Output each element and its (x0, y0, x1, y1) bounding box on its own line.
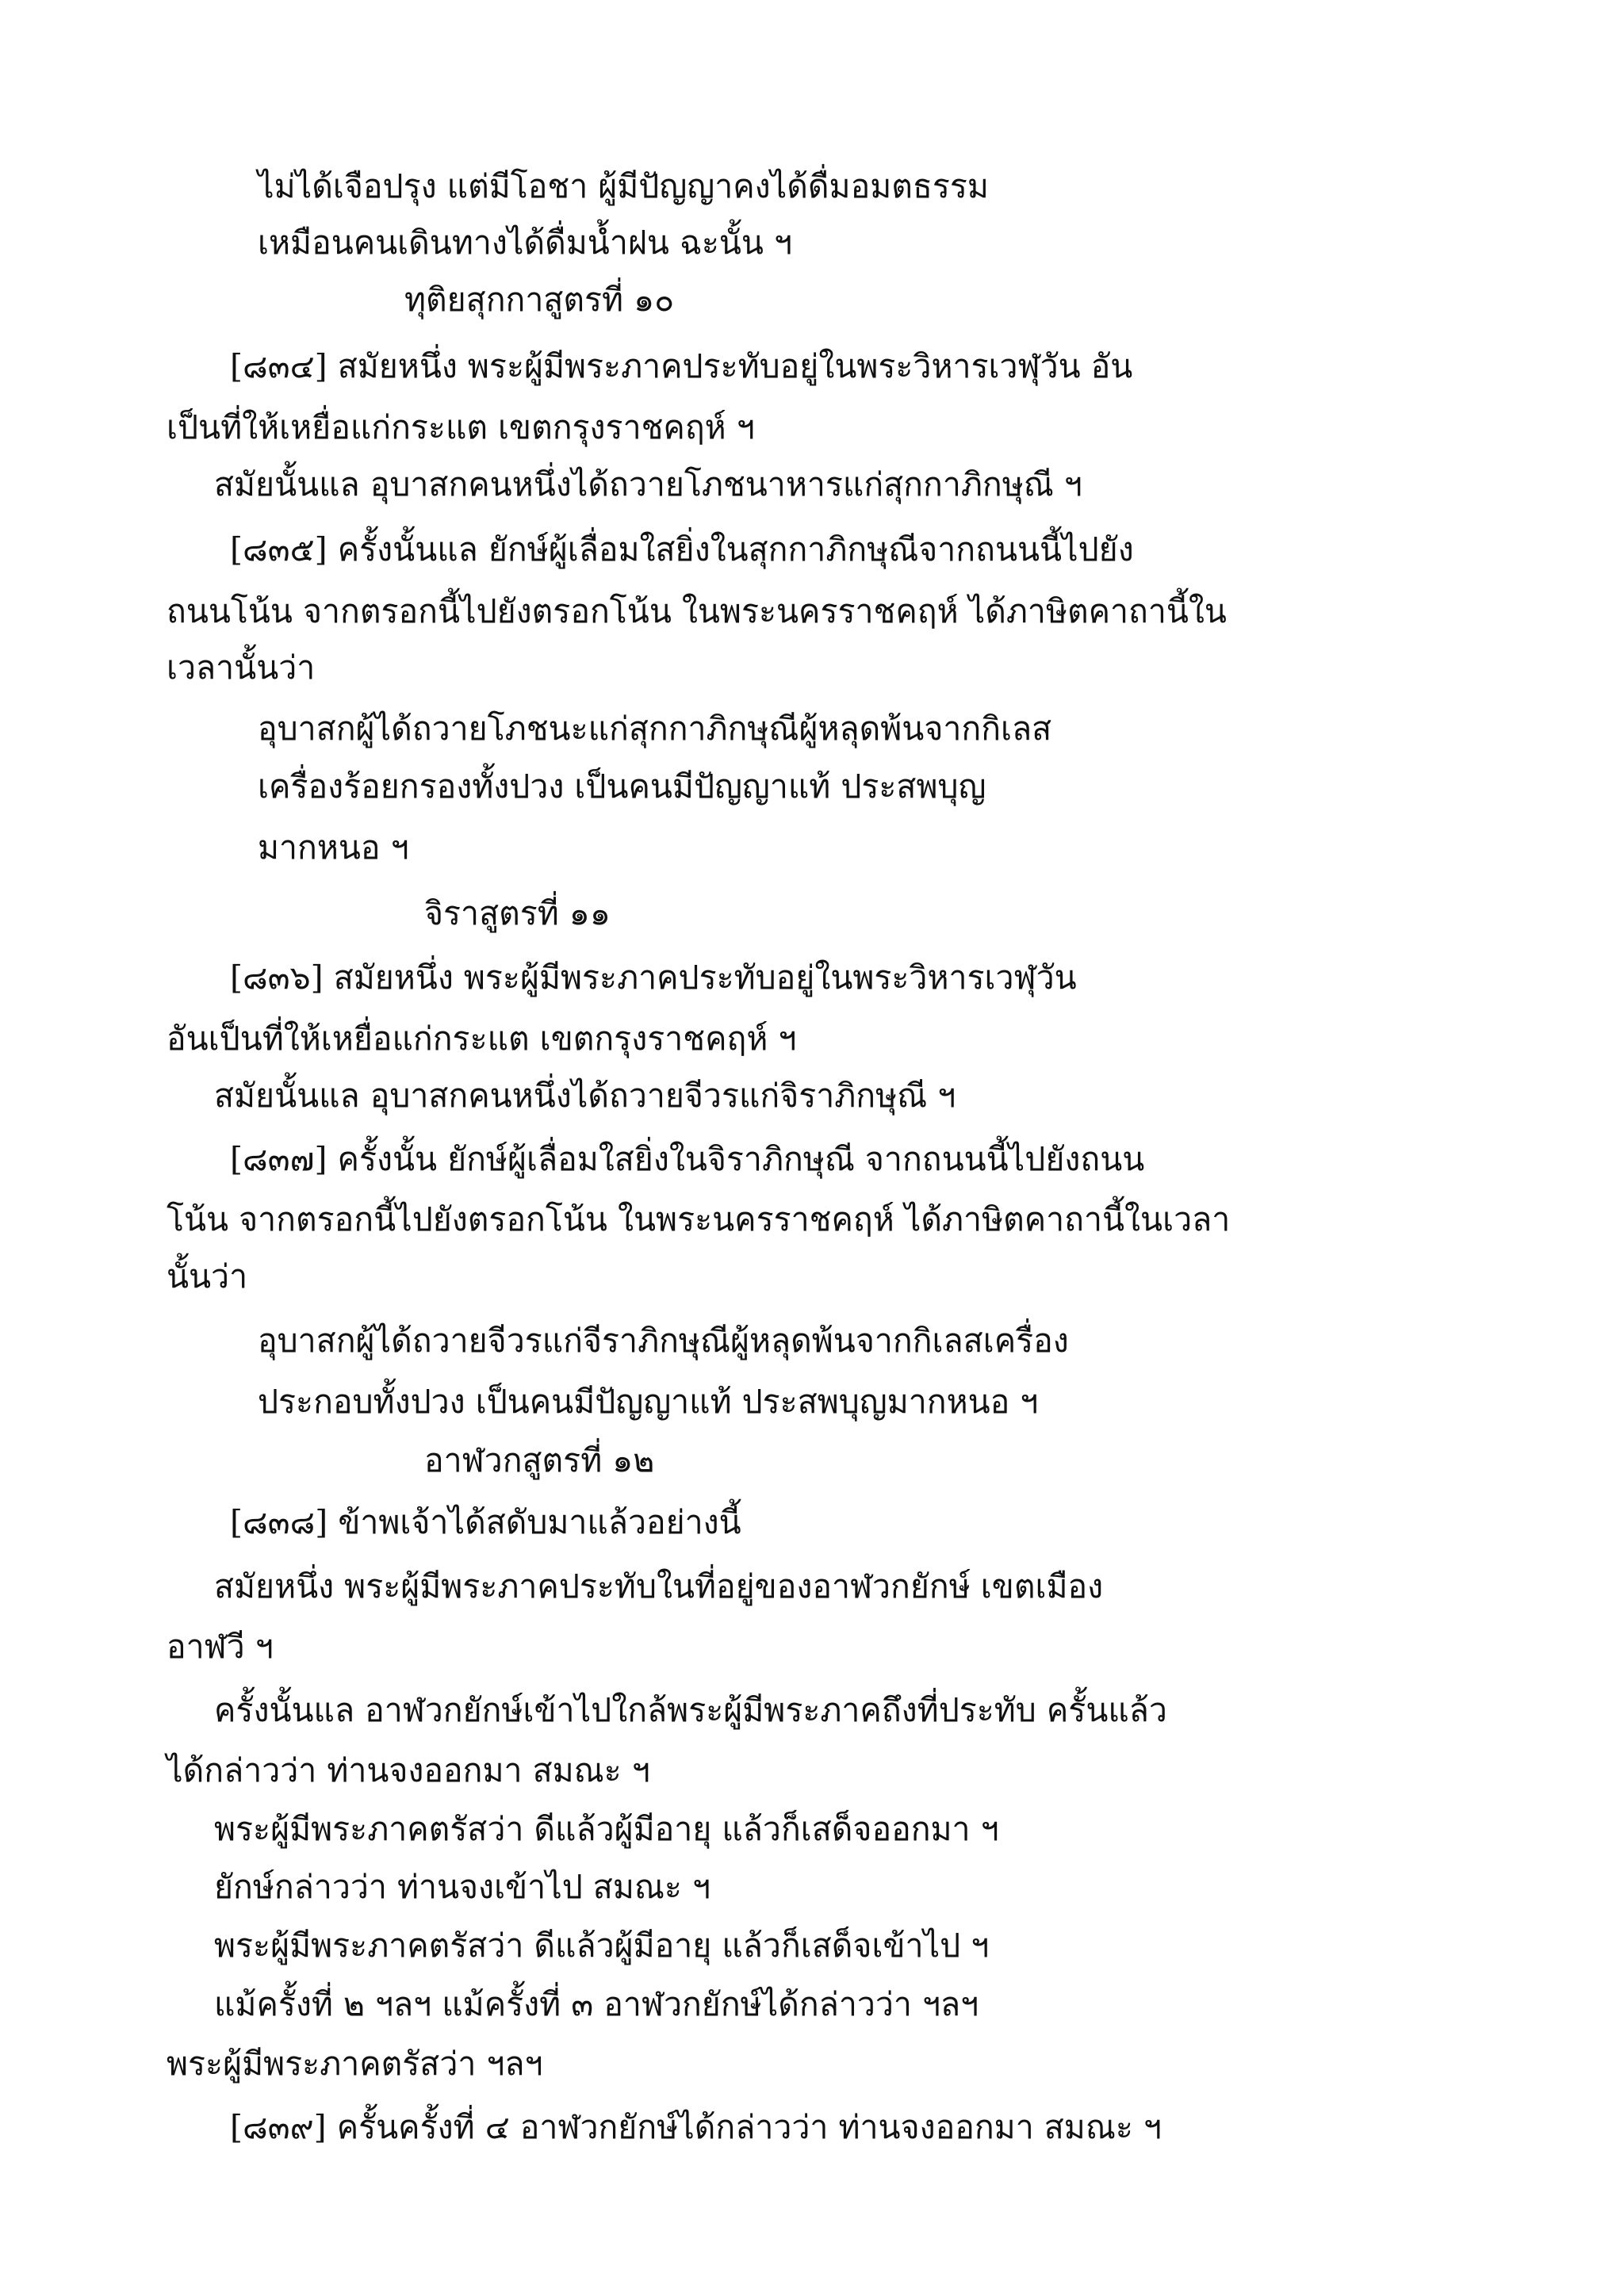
paragraph-line: พระผู้มีพระภาคตรัสว่า ฯลฯ (167, 2045, 543, 2083)
section-heading: อาฬวกสูตรที่ ๑๒ (424, 1441, 655, 1479)
section-heading: จิราสูตรที่ ๑๑ (424, 894, 611, 932)
paragraph-line: ถนนโน้น จากตรอกนี้ไปยังตรอกโน้น ในพระนครราชคฤห์ ได้ภาษิตคาถานี้ใน (167, 592, 1227, 630)
verse-line: เหมือนคนเดินทางได้ดื่มน้ำฝน ฉะนั้น ฯ (258, 224, 792, 262)
verse-line: อุบาสกผู้ได้ถวายโภชนะแก่สุกกาภิกษุณีผู้หลุดพ้นจากกิเลส (258, 710, 1052, 748)
paragraph-line: [๘๓๙] ครั้นครั้งที่ ๔ อาฬวกยักษ์ได้กล่าวว่า ท่านจงออกมา สมณะ ฯ (230, 2108, 1162, 2146)
paragraph-line: [๘๓๘] ข้าพเจ้าได้สดับมาแล้วอย่างนี้ (230, 1503, 741, 1541)
paragraph-line: [๘๓๕] ครั้งนั้นแล ยักษ์ผู้เลื่อมใสยิ่งในสุกกาภิกษุณีจากถนนนี้ไปยัง (230, 530, 1134, 568)
paragraph-line: ยักษ์กล่าวว่า ท่านจงเข้าไป สมณะ ฯ (214, 1868, 710, 1906)
paragraph-line: เวลานั้นว่า (167, 649, 316, 687)
paragraph-line: นั้นว่า (167, 1257, 248, 1295)
paragraph-line: สมัยหนึ่ง พระผู้มีพระภาคประทับในที่อยู่ของอาฬวกยักษ์ เขตเมือง (214, 1567, 1104, 1605)
paragraph-line: ครั้งนั้นแล อาฬวกยักษ์เข้าไปใกล้พระผู้มีพระภาคถึงที่ประทับ ครั้นแล้ว (214, 1691, 1167, 1729)
paragraph-line: [๘๓๗] ครั้งนั้น ยักษ์ผู้เลื่อมใสยิ่งในจิราภิกษุณี จากถนนนี้ไปยังถนน (230, 1140, 1145, 1178)
paragraph-line: พระผู้มีพระภาคตรัสว่า ดีแล้วผู้มีอายุ แล้วก็เสด็จออกมา ฯ (214, 1810, 999, 1848)
section-heading: ทุติยสุกกาสูตรที่ ๑๐ (404, 281, 675, 319)
paragraph-line: [๘๓๖] สมัยหนึ่ง พระผู้มีพระภาคประทับอยู่ในพระวิหารเวฬุวัน (230, 959, 1077, 997)
paragraph-line: พระผู้มีพระภาคตรัสว่า ดีแล้วผู้มีอายุ แล้วก็เสด็จเข้าไป ฯ (214, 1927, 990, 1965)
paragraph-line: ได้กล่าวว่า ท่านจงออกมา สมณะ ฯ (167, 1751, 650, 1789)
paragraph-line: เป็นที่ให้เหยื่อแก่กระแต เขตกรุงราชคฤห์ ฯ (167, 408, 755, 446)
verse-line: มากหนอ ฯ (258, 828, 409, 867)
paragraph-line: อาฬวี ฯ (167, 1628, 274, 1666)
paragraph-line: อันเป็นที่ให้เหยื่อแก่กระแต เขตกรุงราชคฤห์ ฯ (167, 1020, 797, 1058)
paragraph-line: สมัยนั้นแล อุบาสกคนหนึ่งได้ถวายโภชนาหารแก่สุกกาภิกษุณี ฯ (214, 465, 1082, 503)
verse-line: ประกอบทั้งปวง เป็นคนมีปัญญาแท้ ประสพบุญมากหนอ ฯ (258, 1383, 1039, 1421)
paragraph-line: สมัยนั้นแล อุบาสกคนหนึ่งได้ถวายจีวรแก่จิราภิกษุณี ฯ (214, 1077, 956, 1115)
paragraph-line: โน้น จากตรอกนี้ไปยังตรอกโน้น ในพระนครราชคฤห์ ได้ภาษิตคาถานี้ในเวลา (167, 1200, 1231, 1238)
verse-line: อุบาสกผู้ได้ถวายจีวรแก่จีราภิกษุณีผู้หลุดพ้นจากกิเลสเครื่อง (258, 1322, 1069, 1360)
verse-line: เครื่องร้อยกรองทั้งปวง เป็นคนมีปัญญาแท้ ประสพบุญ (258, 767, 986, 806)
paragraph-line: [๘๓๔] สมัยหนึ่ง พระผู้มีพระภาคประทับอยู่ในพระวิหารเวฬุวัน อัน (230, 347, 1133, 385)
verse-line: ไม่ได้เจือปรุง แต่มีโอชา ผู้มีปัญญาคงได้ดื่มอมตธรรม (258, 167, 989, 205)
paragraph-line: แม้ครั้งที่ ๒ ฯลฯ แม้ครั้งที่ ๓ อาฬวกยักษ์ได้กล่าวว่า ฯลฯ (214, 1985, 979, 2023)
